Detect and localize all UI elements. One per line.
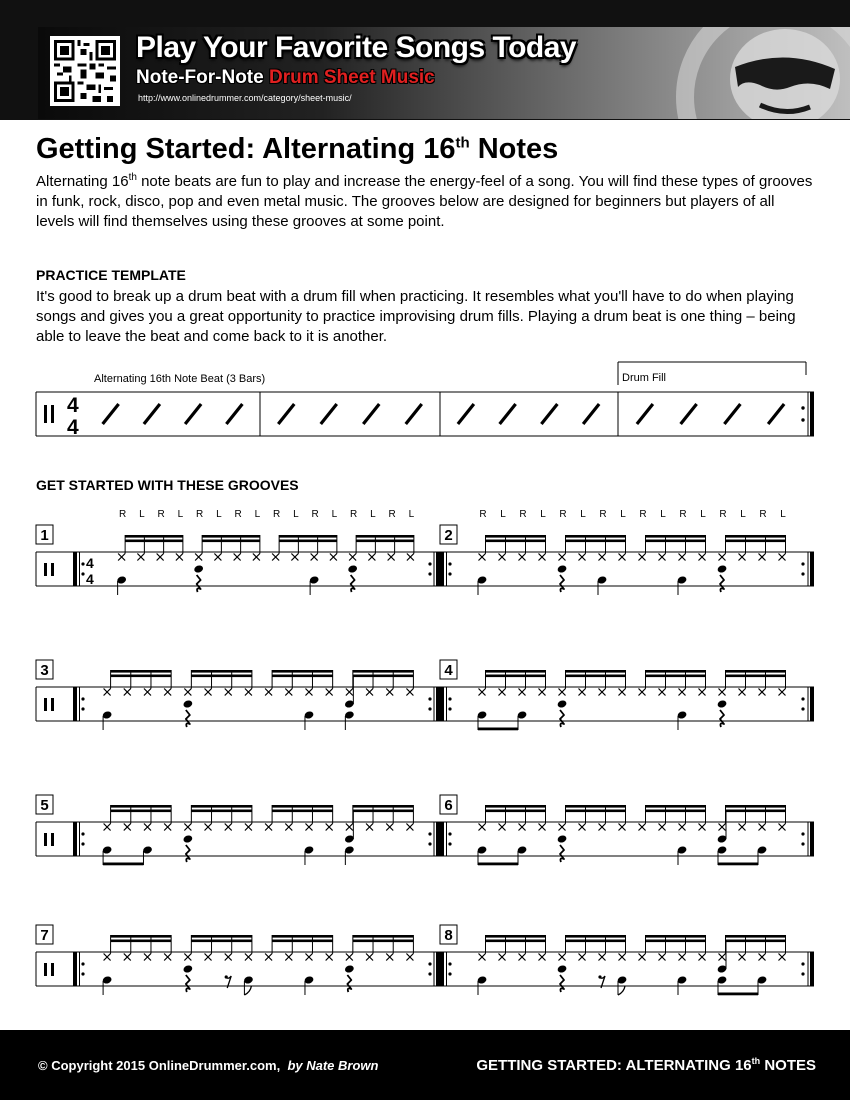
beat-slash	[144, 404, 160, 424]
beam	[202, 535, 260, 538]
kick-beam	[478, 863, 518, 866]
beat-slash	[321, 404, 337, 424]
repeat-dot	[448, 972, 451, 975]
intro-paragraph: Alternating 16th note beats are fun to play and increase the energy-feel of a song. You will find these types of grooves in funk, rock, disco, pop and even metal music. The grooves below are designed for beginners but players of all levels will find themselves using these grooves at some point.	[36, 172, 813, 230]
beam	[486, 540, 546, 543]
beam	[486, 675, 546, 678]
quarter-rest	[197, 575, 201, 592]
sticking-label: L	[740, 509, 746, 520]
percussion-clef-icon	[44, 405, 54, 423]
banner-subtitle	[136, 67, 435, 89]
groove-number: 4	[444, 662, 453, 679]
banner-subtitle-white: Note-For-Note	[136, 67, 264, 88]
svg-text:4: 4	[67, 394, 79, 417]
end-repeat	[801, 392, 814, 436]
kick-beam	[718, 863, 758, 866]
start-repeat-bar	[440, 687, 444, 721]
beam	[566, 810, 626, 813]
beam	[646, 805, 706, 808]
beam	[646, 810, 706, 813]
groove-6	[440, 795, 814, 865]
svg-text:4: 4	[67, 416, 79, 439]
time-signature	[67, 394, 79, 439]
beam	[646, 540, 706, 543]
quarter-rest	[560, 575, 564, 592]
beam	[646, 535, 706, 538]
beam	[726, 810, 786, 813]
beam	[111, 805, 172, 808]
beat-slash	[458, 404, 474, 424]
repeat-dot	[448, 707, 451, 710]
beam	[191, 940, 252, 943]
time-signature-top: 4	[86, 555, 94, 571]
beam	[486, 670, 546, 673]
snare-note	[557, 699, 568, 708]
snare-note	[717, 699, 728, 708]
beam	[356, 540, 414, 543]
groove-number: 6	[444, 797, 453, 814]
snare-note	[717, 564, 728, 573]
beam	[566, 940, 626, 943]
header-banner	[0, 0, 850, 120]
quarter-rest	[186, 710, 190, 727]
groove-number: 1	[40, 527, 49, 544]
beam	[111, 810, 172, 813]
footer-copyright: © Copyright 2015 OnlineDrummer.com, by Nate Brown	[38, 1058, 379, 1073]
banner-title: Play Your Favorite Songs Today	[136, 31, 577, 64]
quarter-rest	[186, 975, 190, 992]
kick-beam	[103, 863, 143, 866]
snare-note	[557, 834, 568, 843]
beam	[486, 935, 546, 938]
sticking-label: L	[177, 509, 184, 520]
sticking-label: R	[119, 509, 127, 520]
snare-note	[182, 699, 193, 708]
beam	[726, 675, 786, 678]
sticking-label: L	[216, 509, 222, 520]
percussion-clef-icon	[44, 963, 47, 976]
beam	[111, 675, 172, 678]
beam	[353, 675, 414, 678]
groove-number: 7	[40, 927, 49, 944]
sticking-label: R	[350, 509, 358, 520]
flag	[618, 986, 625, 995]
beam	[272, 670, 333, 673]
repeat-dot	[428, 707, 431, 710]
sticking-label: L	[540, 509, 546, 520]
sticking-label: R	[273, 509, 281, 520]
repeat-dot	[801, 697, 804, 700]
drummer-mascot-icon	[610, 27, 850, 119]
beam	[356, 535, 414, 538]
repeat-dot	[428, 562, 431, 565]
beam	[111, 670, 172, 673]
beam	[125, 535, 183, 538]
beam	[646, 670, 706, 673]
quarter-rest	[560, 710, 564, 727]
quarter-rest	[560, 845, 564, 862]
quarter-rest	[186, 845, 190, 862]
beat-slash	[406, 404, 422, 424]
snare-note	[182, 834, 193, 843]
beam	[272, 805, 333, 808]
beat-slash	[724, 404, 740, 424]
sticking-label: L	[660, 509, 666, 520]
repeat-dot	[448, 962, 451, 965]
kick-beam	[718, 993, 758, 996]
sticking-label: R	[679, 509, 687, 520]
repeat-dot	[801, 832, 804, 835]
sticking-label: R	[599, 509, 607, 520]
groove-3	[36, 660, 440, 730]
sticking-label: L	[254, 509, 261, 520]
groove-1	[36, 509, 440, 595]
groove-5	[36, 795, 440, 865]
beam	[726, 940, 786, 943]
repeat-dot	[428, 972, 431, 975]
sticking-label: R	[639, 509, 647, 520]
beam	[726, 670, 786, 673]
end-repeat-bar	[810, 687, 814, 721]
repeat-dot	[801, 572, 804, 575]
end-repeat-bar	[436, 822, 440, 856]
repeat-dot	[81, 707, 84, 710]
beam	[353, 940, 414, 943]
beam	[279, 535, 337, 538]
beam	[486, 535, 546, 538]
beam	[486, 940, 546, 943]
beat-slash	[103, 404, 119, 424]
sticking-label: L	[408, 509, 415, 520]
repeat-dot	[448, 832, 451, 835]
groove-2	[440, 509, 814, 595]
start-repeat-bar	[73, 952, 77, 986]
repeat-dot	[81, 972, 84, 975]
repeat-dot	[81, 572, 84, 575]
beat-slash	[278, 404, 294, 424]
fill-label: Drum Fill	[622, 372, 666, 384]
beat-slash	[500, 404, 516, 424]
sticking-label: L	[700, 509, 706, 520]
footer	[0, 1030, 850, 1100]
beat-slash	[226, 404, 242, 424]
practice-heading: PRACTICE TEMPLATE	[36, 267, 186, 283]
sticking-label: L	[780, 509, 786, 520]
sticking-label: R	[559, 509, 567, 520]
barlines	[260, 392, 618, 436]
beat-label: Alternating 16th Note Beat (3 Bars)	[94, 373, 266, 385]
sticking-label: R	[196, 509, 204, 520]
footer-title: GETTING STARTED: ALTERNATING 16th NOTES	[476, 1056, 816, 1074]
start-repeat-bar	[440, 822, 444, 856]
beam	[353, 805, 414, 808]
page-title: Getting Started: Alternating 16th Notes	[36, 133, 559, 165]
start-repeat-bar	[73, 822, 77, 856]
beam	[726, 540, 786, 543]
groove-number: 3	[40, 662, 49, 679]
repeat-dot	[428, 962, 431, 965]
quarter-rest	[560, 975, 564, 992]
repeat-dot	[448, 842, 451, 845]
footer-author: by Nate Brown	[287, 1058, 379, 1073]
beam	[646, 935, 706, 938]
end-repeat-bar	[810, 822, 814, 856]
repeat-dot	[428, 572, 431, 575]
practice-paragraph: It's good to break up a drum beat with a drum fill when practicing. It resembles what you'll have to do when playing songs and gives you a great opportunity to practice improvising drum fills. Playing a drum beat is one thing – being able to leave the beat and come back to it is another.	[36, 288, 796, 345]
groove-number: 8	[444, 927, 453, 944]
groove-8	[440, 925, 814, 995]
snare-note	[193, 564, 204, 573]
end-repeat-bar	[436, 552, 440, 586]
repeat-dot	[448, 562, 451, 565]
snare-note	[557, 964, 568, 973]
sticking-label: L	[331, 509, 338, 520]
sticking-label: R	[388, 509, 396, 520]
beam	[566, 670, 626, 673]
eighth-rest	[225, 975, 228, 978]
quarter-rest	[720, 575, 724, 592]
snare-note	[182, 964, 193, 973]
beam	[353, 810, 414, 813]
grooves-notation	[0, 500, 850, 1000]
beat-slash	[583, 404, 599, 424]
eighth-rest	[598, 975, 601, 978]
start-repeat-bar	[73, 552, 77, 586]
beam	[272, 675, 333, 678]
sticking-label: R	[479, 509, 487, 520]
groove-4	[440, 660, 814, 730]
groove-7	[36, 925, 440, 995]
beam	[726, 935, 786, 938]
sticking-label: L	[293, 509, 299, 520]
beam	[566, 935, 626, 938]
beat-slash	[363, 404, 379, 424]
beam	[125, 540, 183, 543]
repeat-dot	[801, 562, 804, 565]
sticking-label: R	[759, 509, 767, 520]
beam	[486, 810, 546, 813]
beam	[191, 810, 252, 813]
beam	[486, 805, 546, 808]
beam	[191, 805, 252, 808]
beam	[726, 805, 786, 808]
end-repeat-bar	[436, 952, 440, 986]
percussion-clef-icon	[44, 833, 47, 846]
beam	[272, 935, 333, 938]
repeat-dot	[448, 697, 451, 700]
sticking-label: L	[370, 509, 376, 520]
repeat-dot	[81, 562, 84, 565]
end-repeat-bar	[436, 687, 440, 721]
groove-number: 2	[444, 527, 453, 544]
banner-subtitle-red: Drum Sheet Music	[268, 67, 435, 88]
beat-slash	[681, 404, 697, 424]
beam	[353, 670, 414, 673]
flag	[244, 986, 251, 995]
beam	[111, 935, 172, 938]
beat-slash	[768, 404, 784, 424]
percussion-clef-icon	[51, 563, 54, 576]
beam	[566, 540, 626, 543]
repeat-dot	[81, 832, 84, 835]
beam	[191, 670, 252, 673]
snare-note	[557, 564, 568, 573]
repeat-dot	[801, 842, 804, 845]
percussion-clef-icon	[51, 833, 54, 846]
start-repeat-bar	[73, 687, 77, 721]
repeat-dot	[801, 972, 804, 975]
beam	[566, 805, 626, 808]
beam	[279, 540, 337, 543]
sticking-label: R	[719, 509, 727, 520]
groove-number: 5	[40, 797, 49, 814]
beam	[191, 935, 252, 938]
start-repeat-bar	[440, 552, 444, 586]
snare-note	[347, 564, 358, 573]
sticking-label: R	[311, 509, 319, 520]
quarter-rest	[347, 975, 351, 992]
beam	[191, 675, 252, 678]
repeat-dot	[81, 842, 84, 845]
beam	[566, 535, 626, 538]
percussion-clef-icon	[44, 698, 47, 711]
practice-template-staff	[0, 355, 850, 445]
end-repeat-bar	[810, 952, 814, 986]
repeat-dot	[448, 572, 451, 575]
beat-slash	[541, 404, 557, 424]
sticking-label: R	[157, 509, 165, 520]
beam	[111, 940, 172, 943]
beat-slash	[185, 404, 201, 424]
percussion-clef-icon	[51, 963, 54, 976]
beam	[566, 675, 626, 678]
grooves-heading: GET STARTED WITH THESE GROOVES	[36, 477, 299, 493]
beam	[726, 535, 786, 538]
start-repeat-bar	[440, 952, 444, 986]
snare-note	[344, 964, 355, 973]
sticking-label: R	[519, 509, 527, 520]
repeat-dot	[81, 697, 84, 700]
repeat-dot	[428, 697, 431, 700]
sticking-label: R	[234, 509, 242, 520]
beam	[353, 935, 414, 938]
beam	[272, 940, 333, 943]
quarter-rest	[720, 710, 724, 727]
beam	[272, 810, 333, 813]
qr-code-icon[interactable]	[50, 36, 120, 106]
sticking-label: L	[580, 509, 586, 520]
repeat-dot	[428, 832, 431, 835]
kick-beam	[478, 728, 518, 731]
repeat-dot	[428, 842, 431, 845]
banner-url-link[interactable]: http://www.onlinedrummer.com/category/sheet-music/	[138, 93, 352, 103]
time-signature-bottom: 4	[86, 571, 94, 587]
repeat-dot	[801, 707, 804, 710]
banner-graphic	[38, 27, 850, 119]
beam	[202, 540, 260, 543]
percussion-clef-icon	[44, 563, 47, 576]
sticking-label: L	[620, 509, 626, 520]
slash-layer	[103, 404, 785, 424]
beat-slash	[637, 404, 653, 424]
percussion-clef-icon	[51, 698, 54, 711]
repeat-dot	[81, 962, 84, 965]
quarter-rest	[351, 575, 355, 592]
beam	[646, 675, 706, 678]
sticking-label: L	[139, 509, 145, 520]
end-repeat-bar	[810, 552, 814, 586]
repeat-dot	[801, 962, 804, 965]
sticking-label: L	[500, 509, 506, 520]
beam	[646, 940, 706, 943]
